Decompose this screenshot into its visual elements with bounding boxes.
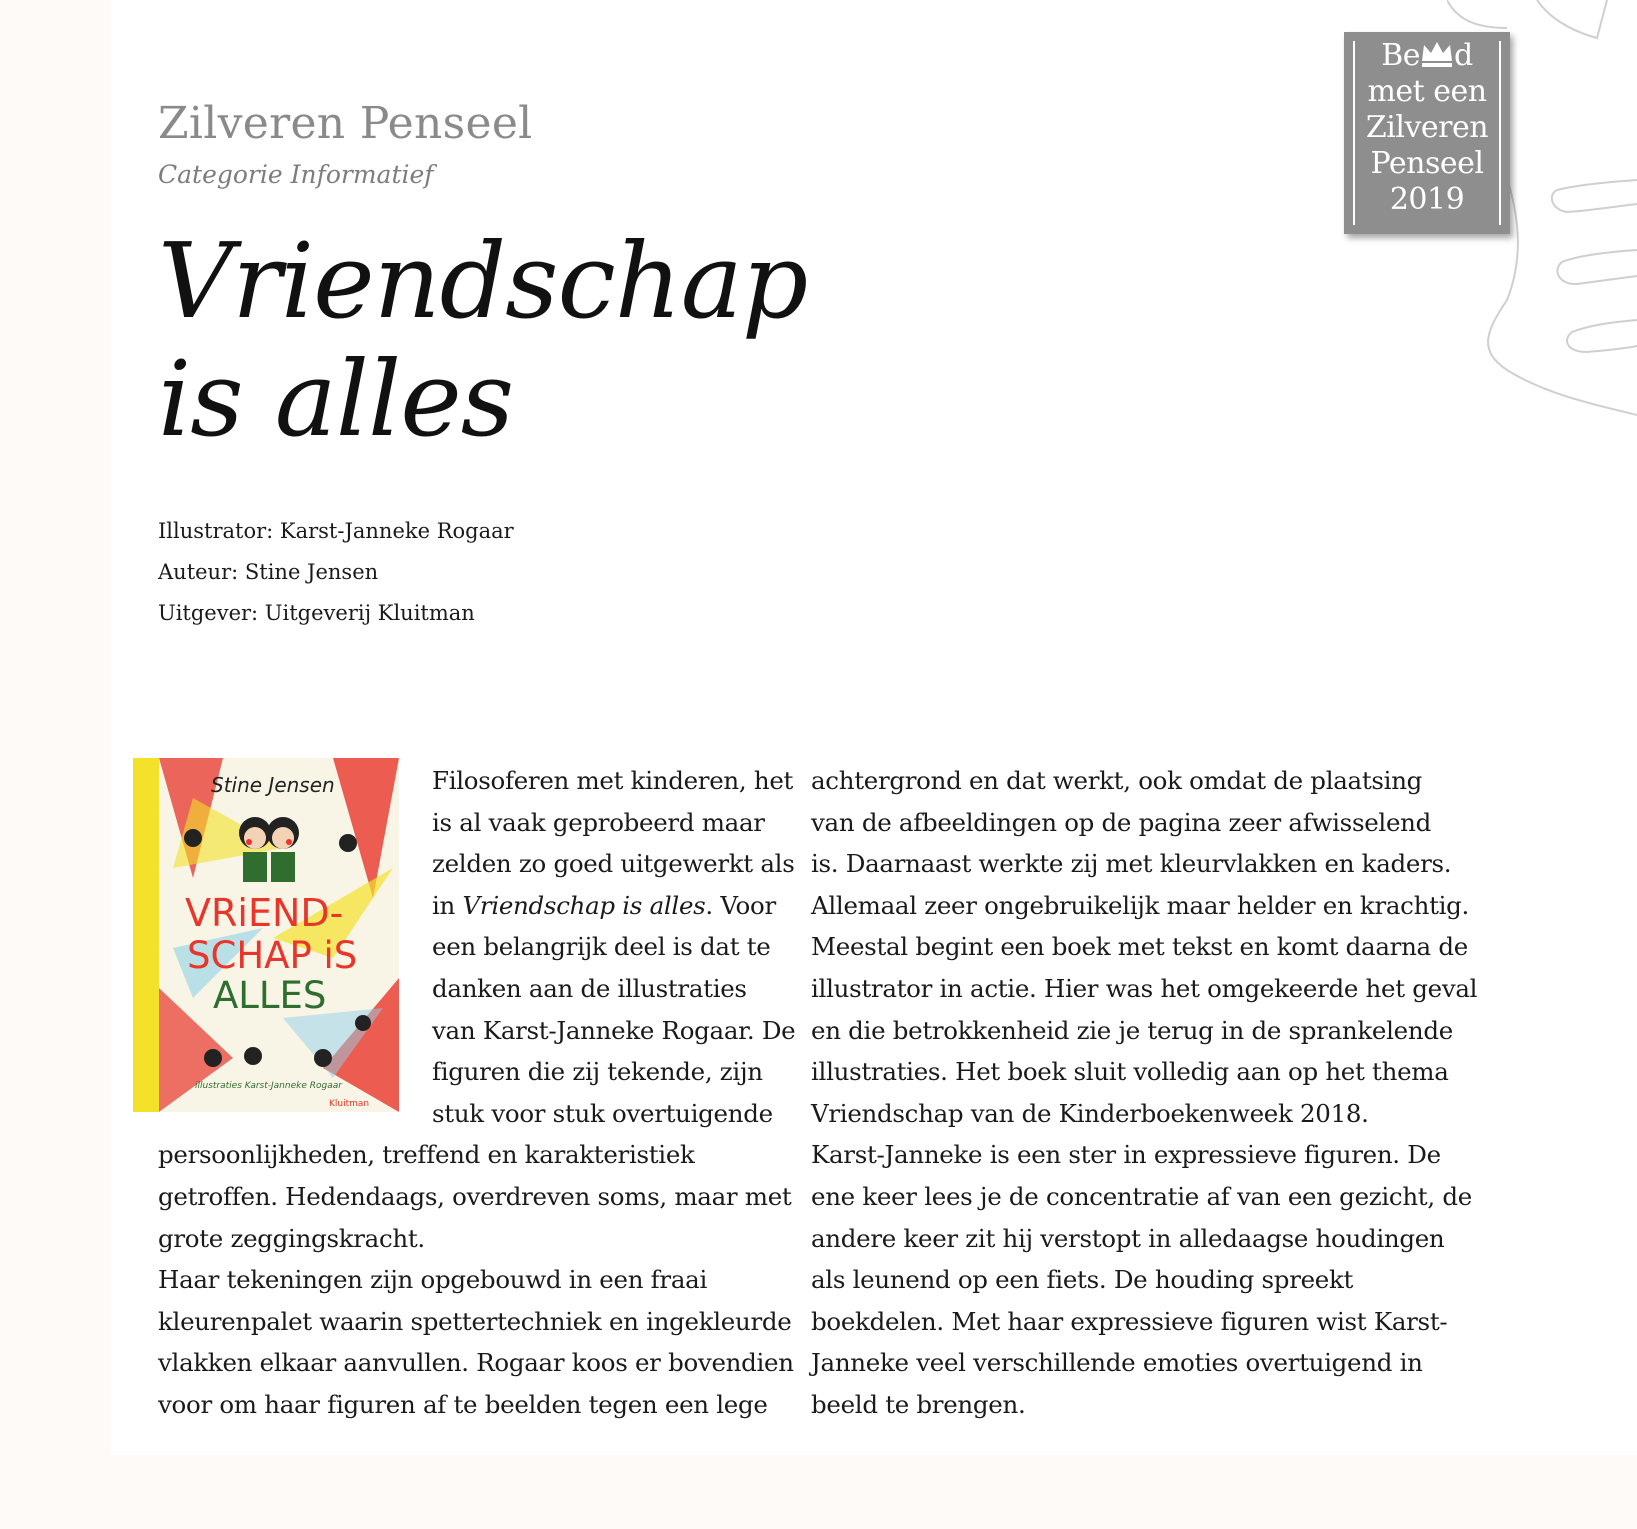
body-line: figuren die zij tekende, zijn [432,1057,763,1087]
body-line: Karst-Janneke is een ster in expressieve figuren. De [811,1140,1441,1170]
credits [158,516,514,639]
body-line: danken aan de illustraties [432,973,747,1003]
body-column-2 [811,760,1477,1426]
body-line: van de afbeeldingen op de pagina zeer afwisselend [811,807,1432,837]
body-line: en die betrokkenheid zie je terug in de sprankelende [811,1015,1453,1045]
body-line: Janneke veel verschillende emoties overtuigend in [811,1348,1423,1378]
cover-publisher: Kluitman [329,1099,370,1109]
body-line: ene keer lees je de concentratie af van een gezicht, de [811,1181,1472,1211]
award-name: Zilveren Penseel [158,98,533,149]
body-line: als leunend op een fiets. De houding spreekt [811,1265,1354,1295]
credit-illustrator: Illustrator: Karst-Janneke Rogaar [158,519,514,543]
cover-title-line-1: VRiEND- [185,891,344,935]
body-line: andere keer zit hij verstopt in alledaagse houdingen [811,1223,1445,1253]
cover-title-line-3: ALLES [213,974,327,1017]
body-line-part: . Voor [705,890,776,920]
body-line-part: in [432,890,463,920]
body-line: grote zeggingskracht. [158,1223,425,1253]
badge-line-1b: d [1454,38,1473,73]
title-line-2: is alles [158,338,514,460]
body-line: Vriendschap van de Kinderboekenweek 2018. [811,1098,1369,1128]
body-line: van Karst-Janneke Rogaar. De [432,1015,796,1045]
award-category: Categorie Informatief [158,160,434,189]
credit-author: Auteur: Stine Jensen [158,560,379,584]
body-line: persoonlijkheden, treffend en karakteristiek [158,1140,695,1170]
badge-line-5: 2019 [1389,182,1465,217]
body-line [158,885,795,927]
body-line: boekdelen. Met haar expressieve figuren wist Karst- [811,1306,1448,1336]
badge-line-1a: Be [1381,38,1421,73]
title-line-1: Vriendschap [158,220,808,342]
body-line: achtergrond en dat werkt, ook omdat de plaatsing [811,766,1423,795]
body-line: beeld te brengen. [811,1389,1026,1419]
cover-title-line-2: SCHAP iS [187,934,358,977]
badge-line-4: Penseel [1370,146,1484,181]
body-line: Allemaal zeer ongebruikelijk maar helder en krachtig. [811,890,1470,920]
body-line: een belangrijk deel is dat te [432,932,771,962]
crown-icon [1420,39,1454,69]
body-line: vlakken elkaar aanvullen. Rogaar koos er bovendien [158,1348,794,1378]
body-line: illustraties. Het boek sluit volledig aan op het thema [811,1057,1449,1087]
cover-spine [133,758,159,1112]
page-title [158,222,807,458]
body-line: voor om haar figuren af te beelden tegen een lege [158,1389,768,1419]
body-line: is al vaak geprobeerd maar [432,807,765,837]
body-line: illustrator in actie. Hier was het omgekeerde het geval [811,973,1478,1003]
award-badge [1344,32,1510,234]
badge-line-3: Zilveren [1365,110,1489,145]
cover-credit: illustraties Karst-Janneke Rogaar [195,1081,342,1091]
body-line: Filosoferen met kinderen, het [432,766,794,795]
cover-author: Stine Jensen [211,773,335,797]
book-title-emphasis: Vriendschap is alles [462,890,706,920]
body-line: zelden zo goed uitgewerkt als [432,849,795,879]
body-line: stuk voor stuk overtuigende [432,1098,773,1128]
badge-line-2: met een [1367,74,1487,109]
body-line: Haar tekeningen zijn opgebouwd in een fraai [158,1265,707,1295]
body-line: is. Daarnaast werkte zij met kleurvlakken en kaders. [811,849,1452,879]
credit-publisher: Uitgever: Uitgeverij Kluitman [158,601,475,625]
body-line: kleurenpalet waarin spettertechniek en ingekleurde [158,1306,792,1336]
body-line: Meestal begint een boek met tekst en komt daarna de [811,932,1468,962]
body-column-1 [158,760,795,1426]
body-line: getroffen. Hedendaags, overdreven soms, maar met [158,1181,792,1211]
